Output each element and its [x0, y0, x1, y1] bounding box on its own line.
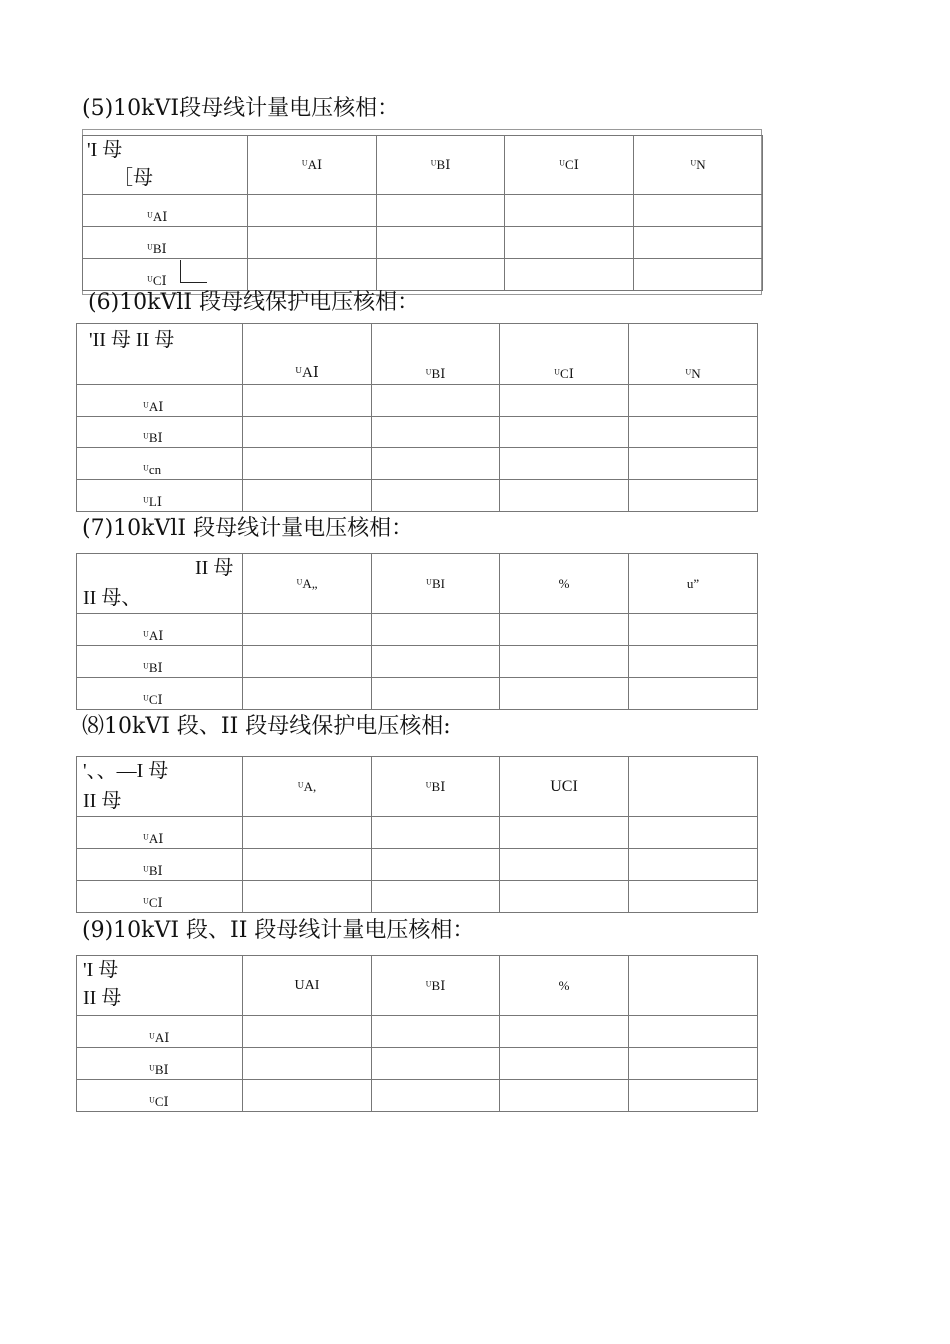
- value-cell[interactable]: [505, 259, 634, 291]
- value-cell[interactable]: [248, 195, 377, 227]
- corner-cell: [77, 554, 243, 614]
- corner-label-top: 'II 母 II 母: [89, 329, 175, 351]
- corner-cell: [77, 956, 243, 1016]
- value-cell[interactable]: [372, 417, 500, 448]
- section-5-heading: (5)10kVⅠ段母线计量电压核相：: [82, 96, 400, 121]
- column-header: ᵁAⅠ: [243, 324, 372, 385]
- section-6-heading: (6)10kVlI 段母线保护电压核相：: [88, 290, 420, 315]
- value-cell[interactable]: [629, 448, 758, 480]
- value-cell[interactable]: [500, 1048, 629, 1080]
- table-row: [83, 195, 763, 227]
- row-label: ᵁAⅠ: [77, 1016, 243, 1048]
- value-cell[interactable]: [243, 448, 372, 480]
- table-row: [77, 417, 758, 448]
- value-cell[interactable]: [372, 1080, 500, 1112]
- value-cell[interactable]: [372, 1048, 500, 1080]
- corner-cell: [77, 757, 243, 817]
- handwritten-mark: [180, 260, 207, 283]
- column-header: ᵁBⅠ: [372, 324, 500, 385]
- value-cell[interactable]: [500, 1080, 629, 1112]
- corner-cell: [83, 136, 248, 195]
- table-row: [77, 385, 758, 417]
- value-cell[interactable]: [505, 227, 634, 259]
- value-cell[interactable]: [634, 259, 763, 291]
- column-header: ᵁN: [629, 324, 758, 385]
- value-cell[interactable]: [248, 259, 377, 291]
- column-header: ᵁA,: [243, 757, 372, 817]
- value-cell[interactable]: [377, 259, 505, 291]
- value-cell[interactable]: [629, 678, 758, 710]
- table-row: [77, 480, 758, 512]
- section-6-table: [76, 323, 758, 512]
- value-cell[interactable]: [500, 417, 629, 448]
- section-7-table: [76, 553, 758, 710]
- value-cell[interactable]: [243, 849, 372, 881]
- corner-label-top: 'I 母: [83, 959, 119, 981]
- value-cell[interactable]: [629, 1080, 758, 1112]
- section-8-table: [76, 756, 758, 913]
- row-label: ᵁCⅠ: [77, 678, 243, 710]
- value-cell[interactable]: [629, 881, 758, 913]
- column-header: ᵁAⅠ: [248, 136, 377, 195]
- header-row: [77, 956, 758, 1016]
- value-cell[interactable]: [634, 227, 763, 259]
- table-row: [77, 881, 758, 913]
- value-cell[interactable]: [500, 614, 629, 646]
- column-header: ᵁBⅠ: [372, 757, 500, 817]
- value-cell[interactable]: [629, 385, 758, 417]
- corner-label-bottom: ［母: [113, 167, 153, 189]
- value-cell[interactable]: [629, 614, 758, 646]
- value-cell[interactable]: [629, 646, 758, 678]
- row-label: ᵁBⅠ: [77, 1048, 243, 1080]
- section-9-table: [76, 955, 758, 1112]
- value-cell[interactable]: [372, 385, 500, 417]
- section-7-heading: (7)10kVlI 段母线计量电压核相：: [82, 516, 414, 541]
- row-label: ᵁAⅠ: [77, 817, 243, 849]
- corner-cell: [77, 324, 243, 385]
- row-label: ᵁAⅠ: [83, 195, 248, 227]
- value-cell[interactable]: [500, 881, 629, 913]
- value-cell[interactable]: [243, 646, 372, 678]
- value-cell[interactable]: [243, 417, 372, 448]
- value-cell[interactable]: [243, 385, 372, 417]
- corner-label-top: '、、—I 母: [83, 760, 169, 782]
- value-cell[interactable]: [500, 480, 629, 512]
- row-label: ᵁCⅠ: [83, 259, 248, 291]
- column-header: UAI: [243, 956, 372, 1016]
- table-row: [77, 646, 758, 678]
- header-row: [83, 136, 763, 195]
- table-row: [77, 1048, 758, 1080]
- value-cell[interactable]: [372, 1016, 500, 1048]
- value-cell[interactable]: [372, 646, 500, 678]
- value-cell[interactable]: [372, 678, 500, 710]
- table-row: [77, 448, 758, 480]
- value-cell[interactable]: [243, 678, 372, 710]
- value-cell[interactable]: [372, 849, 500, 881]
- header-row: [77, 757, 758, 817]
- row-label: ᵁCⅠ: [77, 881, 243, 913]
- corner-label-bottom: II 母、: [83, 587, 142, 609]
- value-cell[interactable]: [629, 849, 758, 881]
- column-header: [629, 757, 758, 817]
- row-label: ᵁCⅠ: [77, 1080, 243, 1112]
- row-label: ᵁAⅠ: [77, 614, 243, 646]
- column-header: ᵁN: [634, 136, 763, 195]
- row-label: ᵁBⅠ: [77, 646, 243, 678]
- value-cell[interactable]: [500, 448, 629, 480]
- value-cell[interactable]: [243, 1080, 372, 1112]
- value-cell[interactable]: [243, 480, 372, 512]
- value-cell[interactable]: [243, 817, 372, 849]
- column-header: u”: [629, 554, 758, 614]
- corner-label-bottom: II 母: [83, 987, 122, 1009]
- corner-label-bottom: II 母: [83, 790, 122, 812]
- value-cell[interactable]: [629, 480, 758, 512]
- row-label: ᵁBⅠ: [77, 849, 243, 881]
- value-cell[interactable]: [248, 227, 377, 259]
- table-row: [77, 817, 758, 849]
- value-cell[interactable]: [243, 614, 372, 646]
- table-row: [77, 849, 758, 881]
- value-cell[interactable]: [243, 1048, 372, 1080]
- column-header: ᵁCⅠ: [505, 136, 634, 195]
- value-cell[interactable]: [500, 678, 629, 710]
- value-cell[interactable]: [377, 195, 505, 227]
- value-cell[interactable]: [372, 881, 500, 913]
- value-cell[interactable]: [629, 417, 758, 448]
- value-cell[interactable]: [634, 195, 763, 227]
- column-header: ᵁBI: [372, 554, 500, 614]
- row-label: ᵁcn: [77, 448, 243, 480]
- column-header: %: [500, 554, 629, 614]
- column-header: ᵁCⅠ: [500, 324, 629, 385]
- section-8-heading: ⑻10kVI 段、II 段母线保护电压核相:: [82, 714, 451, 739]
- value-cell[interactable]: [629, 1048, 758, 1080]
- row-label: ᵁBⅠ: [77, 417, 243, 448]
- table-row: [77, 1016, 758, 1048]
- value-cell[interactable]: [372, 614, 500, 646]
- value-cell[interactable]: [500, 1016, 629, 1048]
- value-cell[interactable]: [500, 849, 629, 881]
- table-row: [77, 614, 758, 646]
- column-header: [629, 956, 758, 1016]
- value-cell[interactable]: [505, 195, 634, 227]
- corner-label-top: II 母: [195, 557, 234, 579]
- value-cell[interactable]: [500, 817, 629, 849]
- header-row: [77, 554, 758, 614]
- row-label: ᵁBⅠ: [83, 227, 248, 259]
- row-label: ᵁAⅠ: [77, 385, 243, 417]
- column-header: ᵁBⅠ: [377, 136, 505, 195]
- value-cell[interactable]: [500, 385, 629, 417]
- column-header: UCI: [500, 757, 629, 817]
- corner-label-top: 'I 母: [87, 139, 123, 161]
- row-label: ᵁLⅠ: [77, 480, 243, 512]
- value-cell[interactable]: [372, 448, 500, 480]
- section-9-heading: (9)10kVI 段、II 段母线计量电压核相：: [82, 918, 475, 943]
- value-cell[interactable]: [372, 480, 500, 512]
- value-cell[interactable]: [629, 817, 758, 849]
- value-cell[interactable]: [500, 646, 629, 678]
- column-header: ᵁA„: [243, 554, 372, 614]
- column-header: ᵁBⅠ: [372, 956, 500, 1016]
- value-cell[interactable]: [243, 881, 372, 913]
- value-cell[interactable]: [372, 817, 500, 849]
- value-cell[interactable]: [243, 1016, 372, 1048]
- header-row: [77, 324, 758, 385]
- value-cell[interactable]: [377, 227, 505, 259]
- value-cell[interactable]: [629, 1016, 758, 1048]
- table-row: [77, 1080, 758, 1112]
- column-header: %: [500, 956, 629, 1016]
- table-row: [83, 227, 763, 259]
- table-row: [77, 678, 758, 710]
